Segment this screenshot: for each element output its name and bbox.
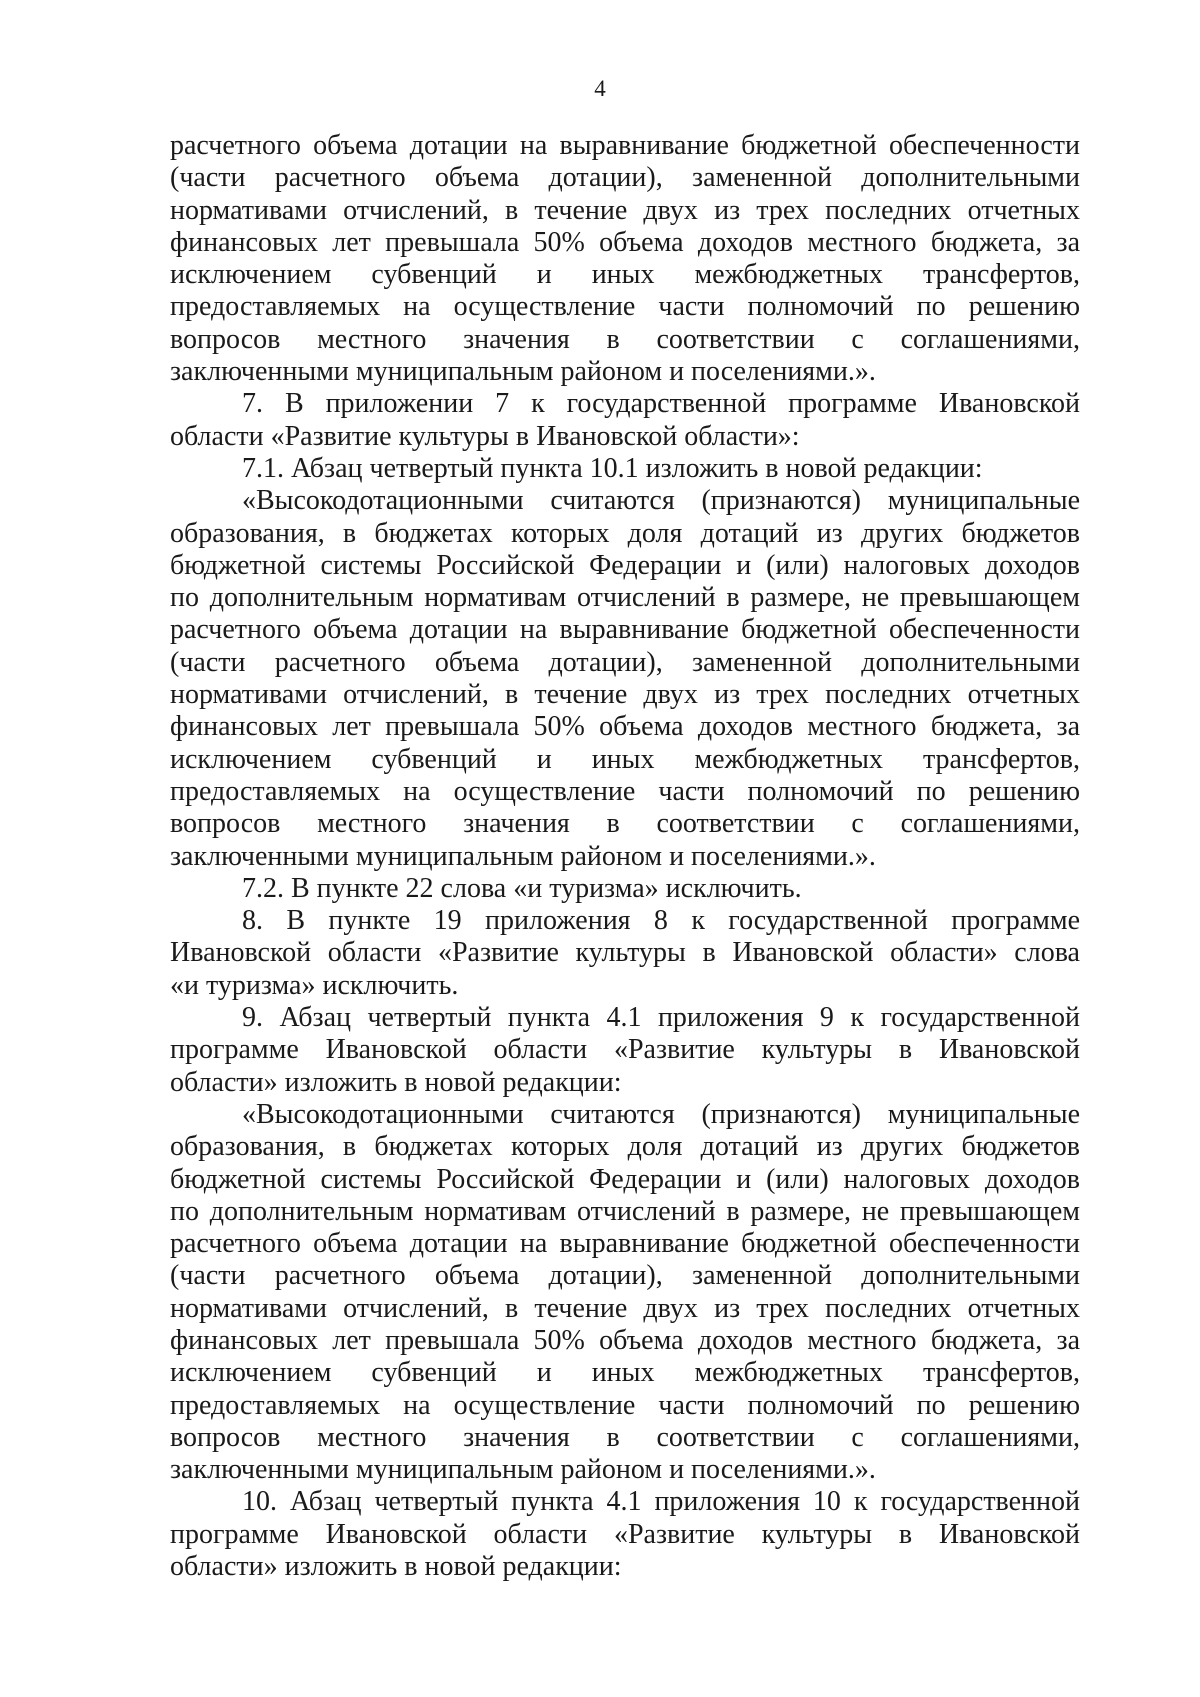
- text-line: (части расчетного объема дотации), замененной дополнительными: [170, 646, 1080, 678]
- text-line: 10. Абзац четвертый пункта 4.1 приложения 10 к государственной: [242, 1486, 1080, 1518]
- text-line: 7.1. Абзац четвертый пункта 10.1 изложить в новой редакции:: [242, 452, 983, 484]
- text-line: «и туризма» исключить.: [170, 969, 459, 1001]
- text-line: 9. Абзац четвертый пункта 4.1 приложения 9 к государственной: [242, 1002, 1080, 1034]
- text-line: финансовых лет превышала 50% объема доходов местного бюджета, за: [170, 226, 1080, 258]
- text-line: области «Развитие культуры в Ивановской области»:: [170, 420, 800, 452]
- text-line: предоставляемых на осуществление части полномочий по решению: [170, 1389, 1080, 1421]
- text-line: заключенными муниципальным районом и поселениями.».: [170, 356, 876, 388]
- text-line: 7.2. В пункте 22 слова «и туризма» исключить.: [242, 872, 802, 904]
- text-line: финансовых лет превышала 50% объема доходов местного бюджета, за: [170, 711, 1080, 743]
- text-line: заключенными муниципальным районом и поселениями.».: [170, 840, 876, 872]
- page-number: 4: [594, 76, 606, 101]
- text-line: «Высокодотационными считаются (признаются) муниципальные: [242, 485, 1080, 517]
- text-line: образования, в бюджетах которых доля дотаций из других бюджетов: [170, 517, 1080, 549]
- text-line: исключением субвенций и иных межбюджетных трансфертов,: [170, 743, 1080, 775]
- text-line: программе Ивановской области «Развитие культуры в Ивановской: [170, 1034, 1080, 1066]
- text-line: нормативами отчислений, в течение двух из трех последних отчетных: [170, 679, 1080, 711]
- text-line: предоставляемых на осуществление части полномочий по решению: [170, 291, 1080, 323]
- text-line: вопросов местного значения в соответствии с соглашениями,: [170, 808, 1080, 840]
- text-line: (части расчетного объема дотации), замененной дополнительными: [170, 1260, 1080, 1292]
- text-line: по дополнительным нормативам отчислений в размере, не превышающем: [170, 582, 1080, 614]
- text-line: 7. В приложении 7 к государственной программе Ивановской: [242, 388, 1080, 420]
- text-line: исключением субвенций и иных межбюджетных трансфертов,: [170, 259, 1080, 291]
- text-line: 8. В пункте 19 приложения 8 к государственной программе: [242, 905, 1080, 937]
- text-line: расчетного объема дотации на выравнивание бюджетной обеспеченности: [170, 130, 1080, 161]
- text-line: вопросов местного значения в соответствии с соглашениями,: [170, 1421, 1080, 1453]
- text-line: исключением субвенций и иных межбюджетных трансфертов,: [170, 1357, 1080, 1389]
- text-line: программе Ивановской области «Развитие культуры в Ивановской: [170, 1518, 1080, 1550]
- text-line: «Высокодотационными считаются (признаются) муниципальные: [242, 1098, 1080, 1130]
- text-line: бюджетной системы Российской Федерации и (или) налоговых доходов: [170, 1163, 1080, 1195]
- text-line: финансовых лет превышала 50% объема доходов местного бюджета, за: [170, 1324, 1080, 1356]
- text-line: Ивановской области «Развитие культуры в Ивановской области» слова: [170, 937, 1080, 969]
- text-line: нормативами отчислений, в течение двух из трех последних отчетных: [170, 1292, 1080, 1324]
- text-line: заключенными муниципальным районом и поселениями.».: [170, 1454, 876, 1486]
- text-line: по дополнительным нормативам отчислений в размере, не превышающем: [170, 1195, 1080, 1227]
- text-line: расчетного объема дотации на выравнивание бюджетной обеспеченности: [170, 614, 1080, 646]
- text-line: нормативами отчислений, в течение двух из трех последних отчетных: [170, 194, 1080, 226]
- document-body: [170, 130, 1080, 1583]
- text-line: расчетного объема дотации на выравнивание бюджетной обеспеченности: [170, 1228, 1080, 1260]
- text-line: образования, в бюджетах которых доля дотаций из других бюджетов: [170, 1131, 1080, 1163]
- text-line: предоставляемых на осуществление части полномочий по решению: [170, 775, 1080, 807]
- text-line: области» изложить в новой редакции:: [170, 1551, 622, 1583]
- text-line: бюджетной системы Российской Федерации и (или) налоговых доходов: [170, 549, 1080, 581]
- text-line: области» изложить в новой редакции:: [170, 1066, 622, 1098]
- text-line: вопросов местного значения в соответствии с соглашениями,: [170, 323, 1080, 355]
- text-line: (части расчетного объема дотации), замененной дополнительными: [170, 162, 1080, 194]
